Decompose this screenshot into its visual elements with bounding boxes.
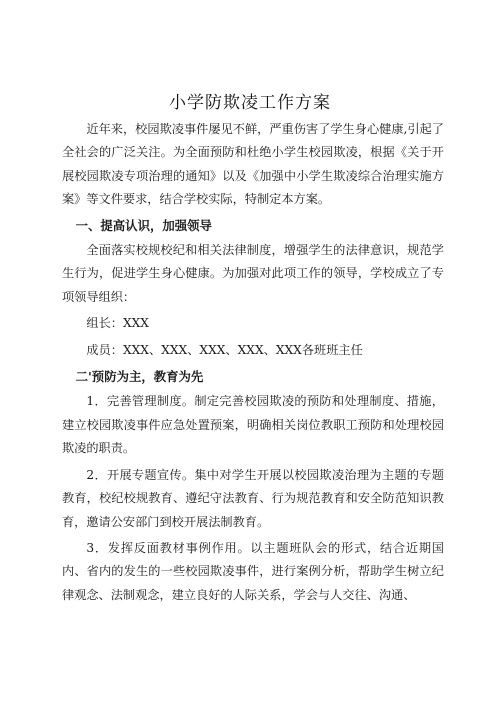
- section-heading-2: 二'预防为主，教育为先: [75, 369, 204, 385]
- section1-paragraph: 全面落实校规校纪和相关法律制度，增强学生的法律意识，规范学生行为，促进学生身心健康。为加强对此项工作的领导，学校成立了专项领导组织：: [62, 243, 444, 304]
- section2-item-1: 1．完善管理制度。制定完善校园欺凌的预防和处理制度、措施，建立校园欺凌事件应急处置预案，明确相关岗位教职工预防和处理校园欺凌的职责。: [62, 394, 444, 456]
- leader-line: 组长：XXX: [86, 316, 149, 331]
- members-line: 成员：XXX、XXX、XXX、XXX、XXX各班班主任: [86, 342, 363, 357]
- intro-paragraph: 近年来，校园欺凌事件屡见不鲜，严重伤害了学生身心健康,引起了全社会的广泛关注。为全面预防和杜绝小学生校园欺凌，根据《关于开展校园欺凌专项治理的通知》以及《加强中小学生欺凌综合治理实施方案》等文件要求，结合学校实际，特制定本方案。: [62, 122, 444, 207]
- section2-item-2: 2．开展专题宣传。集中对学生开展以校园欺凌治理为主题的专题教育，校纪校规教育、遵纪守法教育、行为规范教育和安全防范知识教育，邀请公安部门到校开展法制教育。: [62, 467, 444, 529]
- section2-item-3: 3．发挥反面教材事例作用。以主题班队会的形式，结合近期国内、省内的发生的一些校园欺凌事件，进行案例分析，帮助学生树立纪律观念、法制观念，建立良好的人际关系，学会与人交往、沟通、: [62, 540, 444, 602]
- section-heading-1: 一、提高认识，加强领导: [75, 217, 212, 233]
- document-title: 小学防欺凌工作方案: [169, 93, 331, 113]
- document-body: [62, 118, 444, 607]
